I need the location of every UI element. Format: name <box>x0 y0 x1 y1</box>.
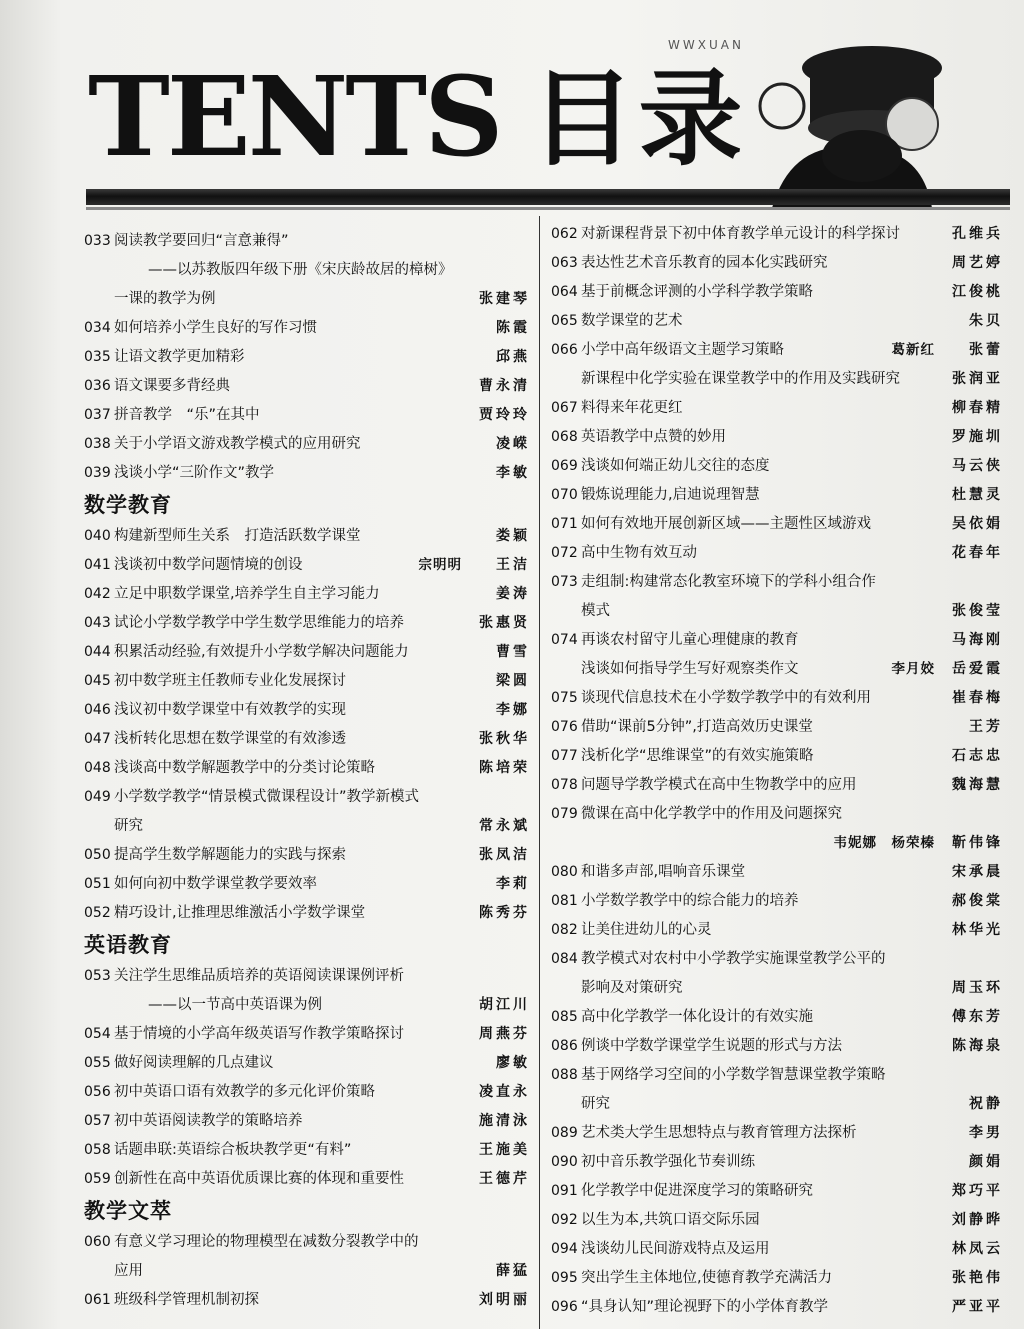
page-number: 064 <box>551 284 578 300</box>
toc-left-column <box>84 227 530 1315</box>
toc-entry[interactable] <box>551 597 1003 626</box>
toc-entry[interactable] <box>84 1136 530 1165</box>
column-divider <box>539 216 540 1329</box>
entry-title: 浅议初中数学课堂中有效教学的实现 <box>114 702 346 718</box>
entry-title: 突出学生主体地位,使德育教学充满活力 <box>581 1270 833 1286</box>
page-number: 042 <box>84 586 111 602</box>
page-number: 091 <box>551 1183 578 1199</box>
entry-author: 吴依娟 <box>952 516 1003 532</box>
toc-entry[interactable] <box>84 372 530 401</box>
entry-author: 祝静 <box>969 1096 1003 1112</box>
entry-title: 小学中高年级语文主题学习策略 <box>581 342 784 358</box>
entry-title: 新课程中化学实验在课堂教学中的作用及实践研究 <box>581 371 900 387</box>
entry-title: 和谐多声部,唱响音乐课堂 <box>581 864 746 880</box>
entry-title: 基于网络学习空间的小学数学智慧课堂教学策略 <box>581 1067 886 1083</box>
page-number: 045 <box>84 673 111 689</box>
entry-author: 李娜 <box>496 702 530 718</box>
toc-entry[interactable] <box>551 423 1003 452</box>
toc-entry[interactable] <box>84 343 530 372</box>
toc-entry[interactable] <box>551 974 1003 1003</box>
entry-author: 石志忠 <box>952 748 1003 764</box>
section-heading: 数学教育 <box>84 493 172 517</box>
toc-entry[interactable] <box>551 742 1003 771</box>
entry-author: 凌直永 <box>479 1084 530 1100</box>
entry-author: 马云侠 <box>952 458 1003 474</box>
page-number: 046 <box>84 702 111 718</box>
toc-entry[interactable] <box>551 626 1003 655</box>
toc-entry[interactable] <box>551 684 1003 713</box>
page-number: 071 <box>551 516 578 532</box>
toc-entry[interactable] <box>84 667 530 696</box>
header-rule <box>86 189 1010 205</box>
mascot-illustration <box>752 28 952 208</box>
entry-author: 张凤洁 <box>479 847 530 863</box>
entry-title: 浅谈如何端正幼儿交往的态度 <box>581 458 770 474</box>
toc-entry[interactable] <box>551 800 1003 829</box>
page-number: 078 <box>551 777 578 793</box>
toc-entry[interactable] <box>84 841 530 870</box>
title-en: TENTS <box>88 52 501 181</box>
entry-author: 薛猛 <box>496 1263 530 1279</box>
entry-title: 让美住进幼儿的心灵 <box>581 922 712 938</box>
page-number: 082 <box>551 922 578 938</box>
entry-author: 柳春精 <box>952 400 1003 416</box>
toc-entry[interactable] <box>551 1090 1003 1119</box>
toc-entry[interactable] <box>551 365 1003 394</box>
page-number: 062 <box>551 226 578 242</box>
entry-title: 立足中职数学课堂,培养学生自主学习能力 <box>114 586 380 602</box>
entry-title: 构建新型师生关系 打造活跃数学课堂 <box>114 528 361 544</box>
toc-entry[interactable] <box>84 696 530 725</box>
page-number: 061 <box>84 1292 111 1308</box>
page-number: 059 <box>84 1171 111 1187</box>
toc-entry[interactable] <box>551 1264 1003 1293</box>
entry-author: 廖敏 <box>496 1055 530 1071</box>
entry-co-author: 宗明明 <box>418 557 462 573</box>
entry-author: 陈秀芬 <box>479 905 530 921</box>
entry-title: 话题串联:英语综合板块教学更“有料” <box>114 1142 352 1158</box>
toc-entry[interactable] <box>551 249 1003 278</box>
page-number: 034 <box>84 320 111 336</box>
entry-author: 施清泳 <box>479 1113 530 1129</box>
entry-author: 郑巧平 <box>952 1183 1003 1199</box>
page-number: 088 <box>551 1067 578 1083</box>
page-number: 063 <box>551 255 578 271</box>
entry-author: 岳爱霞 <box>952 661 1003 677</box>
entry-author: 张建琴 <box>479 291 530 307</box>
page-number: 086 <box>551 1038 578 1054</box>
toc-entry[interactable] <box>84 1107 530 1136</box>
toc-entry[interactable] <box>84 1228 530 1257</box>
entry-title: 如何向初中数学课堂教学要效率 <box>114 876 317 892</box>
toc-entry[interactable] <box>84 725 530 754</box>
toc-right-column <box>551 220 1003 1322</box>
entry-author: 邱燕 <box>496 349 530 365</box>
page-number: 052 <box>84 905 111 921</box>
toc-entry[interactable] <box>551 1148 1003 1177</box>
entry-author: 张秋华 <box>479 731 530 747</box>
entry-author: 孔维兵 <box>952 226 1003 242</box>
entry-title: 数学课堂的艺术 <box>581 313 683 329</box>
page-number: 037 <box>84 407 111 423</box>
toc-entry[interactable] <box>84 609 530 638</box>
entry-title: 语文课要多背经典 <box>114 378 230 394</box>
entry-author: 罗施圳 <box>952 429 1003 445</box>
toc-entry[interactable] <box>551 829 1003 858</box>
toc-entry[interactable] <box>84 522 530 551</box>
toc-entry[interactable] <box>551 1119 1003 1148</box>
page-number: 092 <box>551 1212 578 1228</box>
toc-entry[interactable] <box>84 962 530 991</box>
toc-entry[interactable] <box>551 945 1003 974</box>
entry-author: 陈海泉 <box>952 1038 1003 1054</box>
entry-title: 如何培养小学生良好的写作习惯 <box>114 320 317 336</box>
page-number: 065 <box>551 313 578 329</box>
page-title <box>88 52 747 181</box>
toc-entry[interactable] <box>551 568 1003 597</box>
entry-title: 借助“课前5分钟”,打造高效历史课堂 <box>581 719 813 735</box>
entry-author: 梁圆 <box>496 673 530 689</box>
page-number: 069 <box>551 458 578 474</box>
page-number: 067 <box>551 400 578 416</box>
entry-author: 娄颖 <box>496 528 530 544</box>
entry-title: 模式 <box>581 603 610 619</box>
toc-entry[interactable] <box>84 1286 530 1315</box>
entry-author: 郝俊棠 <box>952 893 1003 909</box>
toc-entry[interactable] <box>84 314 530 343</box>
entry-author: 江俊桃 <box>952 284 1003 300</box>
toc-entry[interactable] <box>84 1165 530 1194</box>
toc-entry[interactable] <box>84 401 530 430</box>
toc-entry[interactable] <box>84 754 530 783</box>
page-number: 049 <box>84 789 111 805</box>
entry-author: 凌嵘 <box>496 436 530 452</box>
page-number: 070 <box>551 487 578 503</box>
toc-entry[interactable] <box>84 1257 530 1286</box>
toc-entry[interactable] <box>551 1061 1003 1090</box>
entry-title: 料得来年花更红 <box>581 400 683 416</box>
toc-entry[interactable] <box>551 278 1003 307</box>
entry-title: 关注学生思维品质培养的英语阅读课课例评析 <box>114 968 404 984</box>
page-number: 079 <box>551 806 578 822</box>
page-number: 084 <box>551 951 578 967</box>
entry-title: 以生为本,共筑口语交际乐园 <box>581 1212 760 1228</box>
entry-author: 花春年 <box>952 545 1003 561</box>
toc-entry[interactable] <box>551 1032 1003 1061</box>
toc-entry[interactable] <box>551 539 1003 568</box>
entry-author: 陈霞 <box>496 320 530 336</box>
entry-title: 拼音教学 “乐”在其中 <box>114 407 260 423</box>
page-number: 054 <box>84 1026 111 1042</box>
page-number: 080 <box>551 864 578 880</box>
entry-title: 高中生物有效互动 <box>581 545 697 561</box>
toc-entry[interactable] <box>84 1049 530 1078</box>
entry-author: 曹雪 <box>496 644 530 660</box>
entry-title: 走组制:构建常态化教室环境下的学科小组合作 <box>581 574 876 590</box>
entry-author: 李男 <box>969 1125 1003 1141</box>
entry-author: 朱贝 <box>969 313 1003 329</box>
entry-title: 阅读教学要回归“言意兼得” <box>114 233 289 249</box>
page-number: 095 <box>551 1270 578 1286</box>
entry-title: 浅谈小学“三阶作文”教学 <box>114 465 275 481</box>
toc-entry[interactable] <box>551 1206 1003 1235</box>
entry-author: 刘明丽 <box>479 1292 530 1308</box>
page-number: 047 <box>84 731 111 747</box>
entry-author: 周玉环 <box>952 980 1003 996</box>
page-number: 036 <box>84 378 111 394</box>
entry-title: 高中化学教学一体化设计的有效实施 <box>581 1009 813 1025</box>
page-number: 038 <box>84 436 111 452</box>
entry-author: 张俊莹 <box>952 603 1003 619</box>
toc-entry[interactable] <box>551 1003 1003 1032</box>
toc-entry[interactable] <box>551 307 1003 336</box>
entry-title: 例谈中学数学课堂学生说题的形式与方法 <box>581 1038 842 1054</box>
entry-title: 表达性艺术音乐教育的园本化实践研究 <box>581 255 828 271</box>
toc-entry[interactable] <box>551 1235 1003 1264</box>
toc-entry[interactable] <box>84 430 530 459</box>
page-number: 050 <box>84 847 111 863</box>
entry-author: 张惠贤 <box>479 615 530 631</box>
entry-title: 做好阅读理解的几点建议 <box>114 1055 274 1071</box>
entry-author: 周艺婷 <box>952 255 1003 271</box>
page-number: 068 <box>551 429 578 445</box>
toc-entry[interactable] <box>551 655 1003 684</box>
entry-title: 有意义学习理论的物理模型在减数分裂教学中的 <box>114 1234 419 1250</box>
toc-entry[interactable] <box>84 256 530 285</box>
entry-title: 微课在高中化学教学中的作用及问题探究 <box>581 806 842 822</box>
toc-entry[interactable] <box>551 1293 1003 1322</box>
page-number: 056 <box>84 1084 111 1100</box>
page-number: 058 <box>84 1142 111 1158</box>
entry-author: 陈培荣 <box>479 760 530 776</box>
toc-entry[interactable] <box>84 638 530 667</box>
entry-co-author: 李月姣 <box>891 661 935 677</box>
entry-title: 积累活动经验,有效提升小学数学解决问题能力 <box>114 644 409 660</box>
entry-title: 锻炼说理能力,启迪说理智慧 <box>581 487 760 503</box>
entry-author: 曹永清 <box>479 378 530 394</box>
entry-title: 初中音乐教学强化节奏训练 <box>581 1154 755 1170</box>
page-number: 089 <box>551 1125 578 1141</box>
entry-author: 王施美 <box>479 1142 530 1158</box>
entry-title: 再谈农村留守儿童心理健康的教育 <box>581 632 799 648</box>
toc-entry[interactable] <box>84 1020 530 1049</box>
toc-entry[interactable] <box>551 220 1003 249</box>
page-number: 053 <box>84 968 111 984</box>
page-number: 076 <box>551 719 578 735</box>
entry-title: 浅谈如何指导学生写好观察类作文 <box>581 661 799 677</box>
entry-title: 英语教学中点赞的妙用 <box>581 429 726 445</box>
page-number: 073 <box>551 574 578 590</box>
page-number: 040 <box>84 528 111 544</box>
toc-entry[interactable] <box>551 481 1003 510</box>
entry-title: 基于情境的小学高年级英语写作教学策略探讨 <box>114 1026 404 1042</box>
toc-entry[interactable] <box>84 459 530 488</box>
toc-entry[interactable] <box>84 227 530 256</box>
page-number: 090 <box>551 1154 578 1170</box>
page-number: 085 <box>551 1009 578 1025</box>
entry-author: 马海刚 <box>952 632 1003 648</box>
page-number: 094 <box>551 1241 578 1257</box>
entry-title: 小学数学教学“情景模式微课程设计”教学新模式 <box>114 789 420 805</box>
toc-entry[interactable] <box>84 285 530 314</box>
page-number: 048 <box>84 760 111 776</box>
entry-title: 提高学生数学解题能力的实践与探索 <box>114 847 346 863</box>
section-heading: 教学文萃 <box>84 1199 172 1223</box>
entry-author: 张艳伟 <box>952 1270 1003 1286</box>
entry-title: 浅析转化思想在数学课堂的有效渗透 <box>114 731 346 747</box>
toc-entry[interactable] <box>551 510 1003 539</box>
header-top-text: WWXUAN <box>668 38 744 52</box>
toc-entry[interactable] <box>551 858 1003 887</box>
page-number: 072 <box>551 545 578 561</box>
entry-title: 对新课程背景下初中体育教学单元设计的科学探讨 <box>581 226 900 242</box>
entry-title: 教学模式对农村中小学教学实施课堂教学公平的 <box>581 951 886 967</box>
page-number: 066 <box>551 342 578 358</box>
entry-author: 杜慧灵 <box>952 487 1003 503</box>
toc-entry[interactable] <box>84 1078 530 1107</box>
section-heading: 英语教育 <box>84 933 172 957</box>
entry-title: 浅谈幼儿民间游戏特点及运用 <box>581 1241 770 1257</box>
page-number: 074 <box>551 632 578 648</box>
page-number: 051 <box>84 876 111 892</box>
entry-co-author: 葛新红 <box>891 342 935 358</box>
page-number: 044 <box>84 644 111 660</box>
entry-title: “具身认知”理论视野下的小学体育教学 <box>581 1299 829 1315</box>
entry-title: 影响及对策研究 <box>581 980 683 996</box>
entry-title: 班级科学管理机制初探 <box>114 1292 259 1308</box>
entry-author: 傅东芳 <box>952 1009 1003 1025</box>
toc-entry[interactable] <box>551 452 1003 481</box>
page-number: 055 <box>84 1055 111 1071</box>
page-number: 039 <box>84 465 111 481</box>
entry-author: 周燕芬 <box>479 1026 530 1042</box>
toc-entry[interactable] <box>551 1177 1003 1206</box>
title-zh: 目录 <box>530 58 747 180</box>
toc-entry[interactable] <box>551 713 1003 742</box>
entry-title: 初中英语口语有效教学的多元化评价策略 <box>114 1084 375 1100</box>
toc-entry[interactable] <box>551 916 1003 945</box>
entry-title: 浅析化学“思维课堂”的有效实施策略 <box>581 748 814 764</box>
toc-entry[interactable] <box>84 580 530 609</box>
toc-entry[interactable] <box>84 551 530 580</box>
entry-author: 林华光 <box>952 922 1003 938</box>
entry-title: 研究 <box>581 1096 610 1112</box>
entry-author: 王芳 <box>969 719 1003 735</box>
entry-author: 崔春梅 <box>952 690 1003 706</box>
entry-author: 张蕾 <box>969 342 1003 358</box>
entry-title: 让语文教学更加精彩 <box>114 349 245 365</box>
toc-entry[interactable] <box>84 899 530 928</box>
entry-title: ——以一节高中英语课为例 <box>148 997 322 1013</box>
entry-title: 初中英语阅读教学的策略培养 <box>114 1113 303 1129</box>
entry-title: 谈现代信息技术在小学数学教学中的有效利用 <box>581 690 871 706</box>
entry-title: 创新性在高中英语优质课比赛的体现和重要性 <box>114 1171 404 1187</box>
entry-author: 宋承晨 <box>952 864 1003 880</box>
toc-entry[interactable] <box>84 783 530 812</box>
entry-author: 靳伟锋 <box>952 835 1003 851</box>
entry-title: 如何有效地开展创新区域——主题性区域游戏 <box>581 516 871 532</box>
entry-title: 研究 <box>114 818 143 834</box>
page-number: 096 <box>551 1299 578 1315</box>
entry-title: 浅谈高中数学解题教学中的分类讨论策略 <box>114 760 375 776</box>
entry-title: 关于小学语文游戏教学模式的应用研究 <box>114 436 361 452</box>
entry-title: 小学数学教学中的综合能力的培养 <box>581 893 799 909</box>
toc-entry[interactable] <box>84 991 530 1020</box>
entry-author: 张润亚 <box>952 371 1003 387</box>
page-number: 060 <box>84 1234 111 1250</box>
toc-entry[interactable] <box>551 336 1003 365</box>
page-number: 043 <box>84 615 111 631</box>
toc-entry[interactable] <box>84 870 530 899</box>
entry-author: 林凤云 <box>952 1241 1003 1257</box>
page-number: 033 <box>84 233 111 249</box>
page-number: 081 <box>551 893 578 909</box>
entry-author: 胡江川 <box>479 997 530 1013</box>
entry-author: 魏海慧 <box>952 777 1003 793</box>
entry-title: 化学教学中促进深度学习的策略研究 <box>581 1183 813 1199</box>
entry-author: 严亚平 <box>952 1299 1003 1315</box>
toc-entry[interactable] <box>551 771 1003 800</box>
entry-author: 王洁 <box>496 557 530 573</box>
toc-entry[interactable] <box>84 812 530 841</box>
page-number: 041 <box>84 557 111 573</box>
entry-co-author: 韦妮娜 杨荣榛 <box>833 835 935 851</box>
entry-title: 艺术类大学生思想特点与教育管理方法探析 <box>581 1125 857 1141</box>
toc-entry[interactable] <box>551 887 1003 916</box>
entry-title: 试论小学数学教学中学生数学思维能力的培养 <box>114 615 404 631</box>
header-rule-thin <box>86 207 1010 210</box>
entry-author: 李敏 <box>496 465 530 481</box>
entry-author: 王德芹 <box>479 1171 530 1187</box>
entry-title: 初中数学班主任教师专业化发展探讨 <box>114 673 346 689</box>
entry-title: 精巧设计,让推理思维激活小学数学课堂 <box>114 905 366 921</box>
entry-author: 常永斌 <box>479 818 530 834</box>
entry-title: ——以苏教版四年级下册《宋庆龄故居的樟树》 <box>148 262 453 278</box>
entry-author: 刘静晔 <box>952 1212 1003 1228</box>
entry-author: 贾玲玲 <box>479 407 530 423</box>
page-number: 077 <box>551 748 578 764</box>
entry-title: 应用 <box>114 1263 143 1279</box>
page-number: 035 <box>84 349 111 365</box>
page-number: 057 <box>84 1113 111 1129</box>
entry-title: 基于前概念评测的小学科学教学策略 <box>581 284 813 300</box>
toc-entry[interactable] <box>551 394 1003 423</box>
entry-title: 问题导学教学模式在高中生物教学中的应用 <box>581 777 857 793</box>
entry-author: 李莉 <box>496 876 530 892</box>
entry-title: 浅谈初中数学问题情境的创设 <box>114 557 303 573</box>
entry-title: 一课的教学为例 <box>114 291 216 307</box>
page-number: 075 <box>551 690 578 706</box>
entry-author: 颜娟 <box>969 1154 1003 1170</box>
entry-author: 姜涛 <box>496 586 530 602</box>
